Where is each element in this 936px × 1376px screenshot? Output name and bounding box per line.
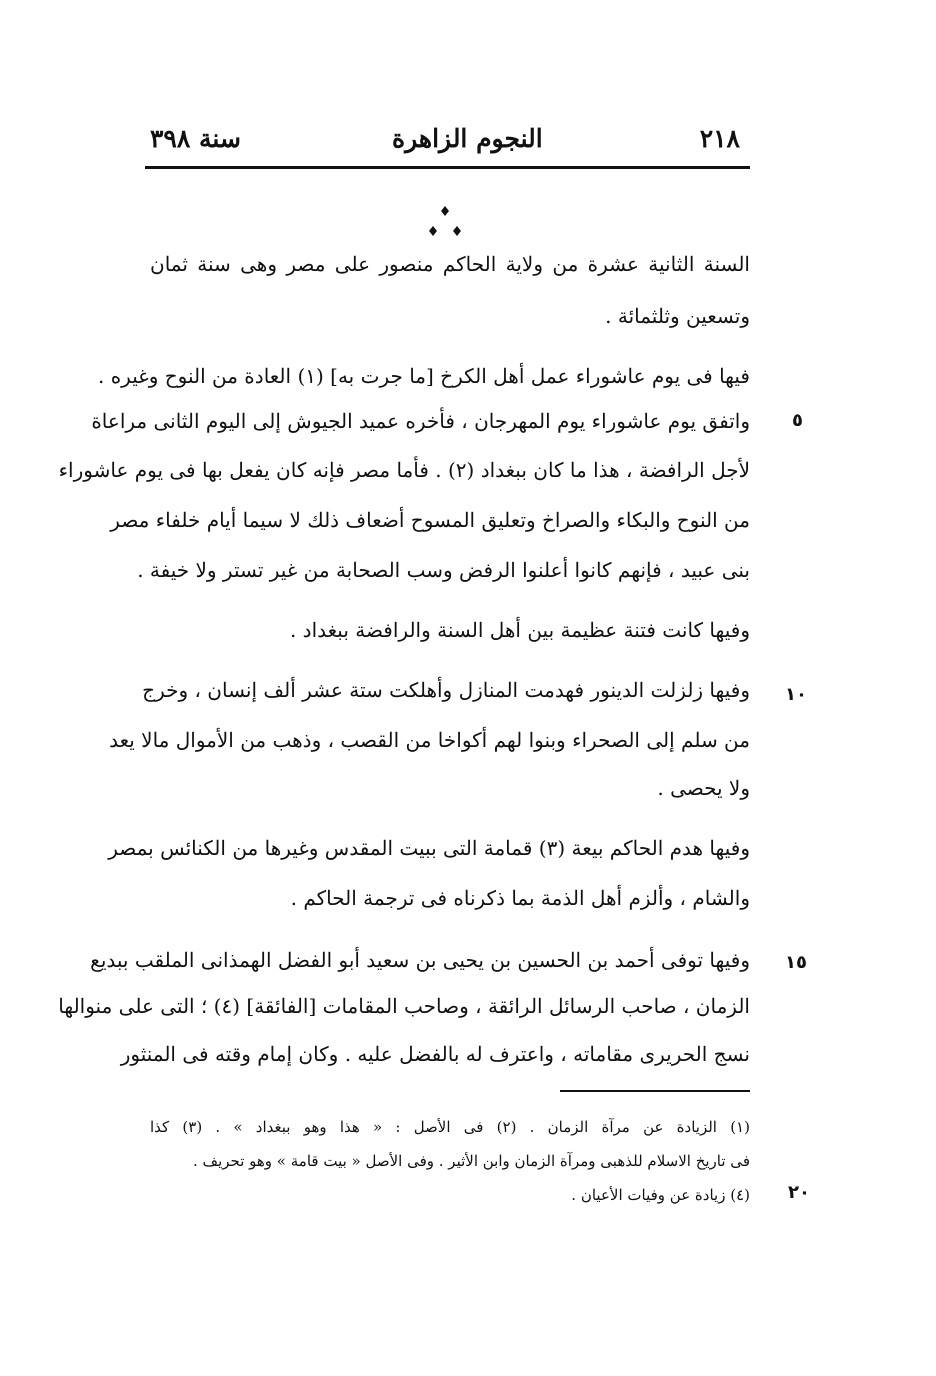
body-line: واتفق يوم عاشوراء يوم المهرجان ، فأخره عميد الجيوش إلى اليوم الثانى مراعاة — [91, 409, 750, 433]
body-line: نسج الحريرى مقاماته ، واعترف له بالفضل عليه . وكان إمام وقته فى المنثور — [120, 1042, 750, 1066]
body-line: وفيها زلزلت الدينور فهدمت المنازل وأهلكت ستة عشر ألف إنسان ، وخرج — [142, 678, 750, 702]
body-line: السنة الثانية عشرة من ولاية الحاكم منصور على مصر وهى سنة ثمان — [150, 252, 750, 276]
body-line: وفيها كانت فتنة عظيمة بين أهل السنة والرافضة ببغداد . — [289, 618, 750, 642]
body-line: بنى عبيد ، فإنهم كانوا أعلنوا الرفض وسب الصحابة من غير تستر ولا خيفة . — [137, 558, 750, 582]
margin-line-number: ٢٠ — [788, 1182, 810, 1203]
year-label: سنة ٣٩٨ — [150, 124, 241, 153]
body-line: الزمان ، صاحب الرسائل الرائقة ، وصاحب المقامات [الفائقة] (٤) ؛ التى على منوالها — [58, 994, 750, 1018]
body-line: من سلم إلى الصحراء وبنوا لهم أكواخا من القصب ، وذهب من الأموال مالا يعد — [109, 728, 750, 752]
body-line: وفيها توفى أحمد بن الحسين بن يحيى بن سعيد أبو الفضل الهمذانى الملقب ببديع — [90, 948, 750, 972]
body-line: والشام ، وألزم أهل الذمة بما ذكرناه فى ترجمة الحاكم . — [290, 886, 750, 910]
body-line: وتسعين وثلثمائة . — [605, 304, 750, 328]
body-line: فيها فى يوم عاشوراء عمل أهل الكرخ [ما جرت به] (١) العادة من النوح وغيره . — [97, 364, 750, 388]
book-title: النجوم الزاهرة — [392, 124, 543, 153]
asterism-ornament-icon — [420, 204, 470, 244]
footnote-line: (١) الزيادة عن مرآة الزمان . (٢) فى الأصل : « هذا وهو ببغداد » . (٣) كذا — [150, 1118, 750, 1136]
margin-line-number: ١٥ — [785, 952, 807, 973]
margin-line-number: ١٠ — [785, 684, 807, 705]
margin-line-number: ٥ — [792, 410, 803, 431]
body-line: وفيها هدم الحاكم بيعة (٣) قمامة التى ببيت المقدس وغيرها من الكنائس بمصر — [108, 836, 750, 860]
page-number: ٢١٨ — [699, 124, 740, 153]
footnote-line: (٤) زيادة عن وفيات الأعيان . — [571, 1186, 750, 1204]
header-rule — [145, 166, 750, 169]
body-line: ولا يحصى . — [657, 776, 750, 800]
body-line: لأجل الرافضة ، هذا ما كان ببغداد (٢) . فأما مصر فإنه كان يفعل بها فى يوم عاشوراء — [58, 458, 750, 482]
body-line: من النوح والبكاء والصراخ وتعليق المسوح أضعاف ذلك لا سيما أيام خلفاء مصر — [110, 508, 750, 532]
footnote-rule — [560, 1090, 750, 1092]
footnote-line: فى تاريخ الاسلام للذهبى ومرآة الزمان وابن الأثير . وفى الأصل « بيت قامة » وهو تحريف . — [193, 1152, 750, 1170]
